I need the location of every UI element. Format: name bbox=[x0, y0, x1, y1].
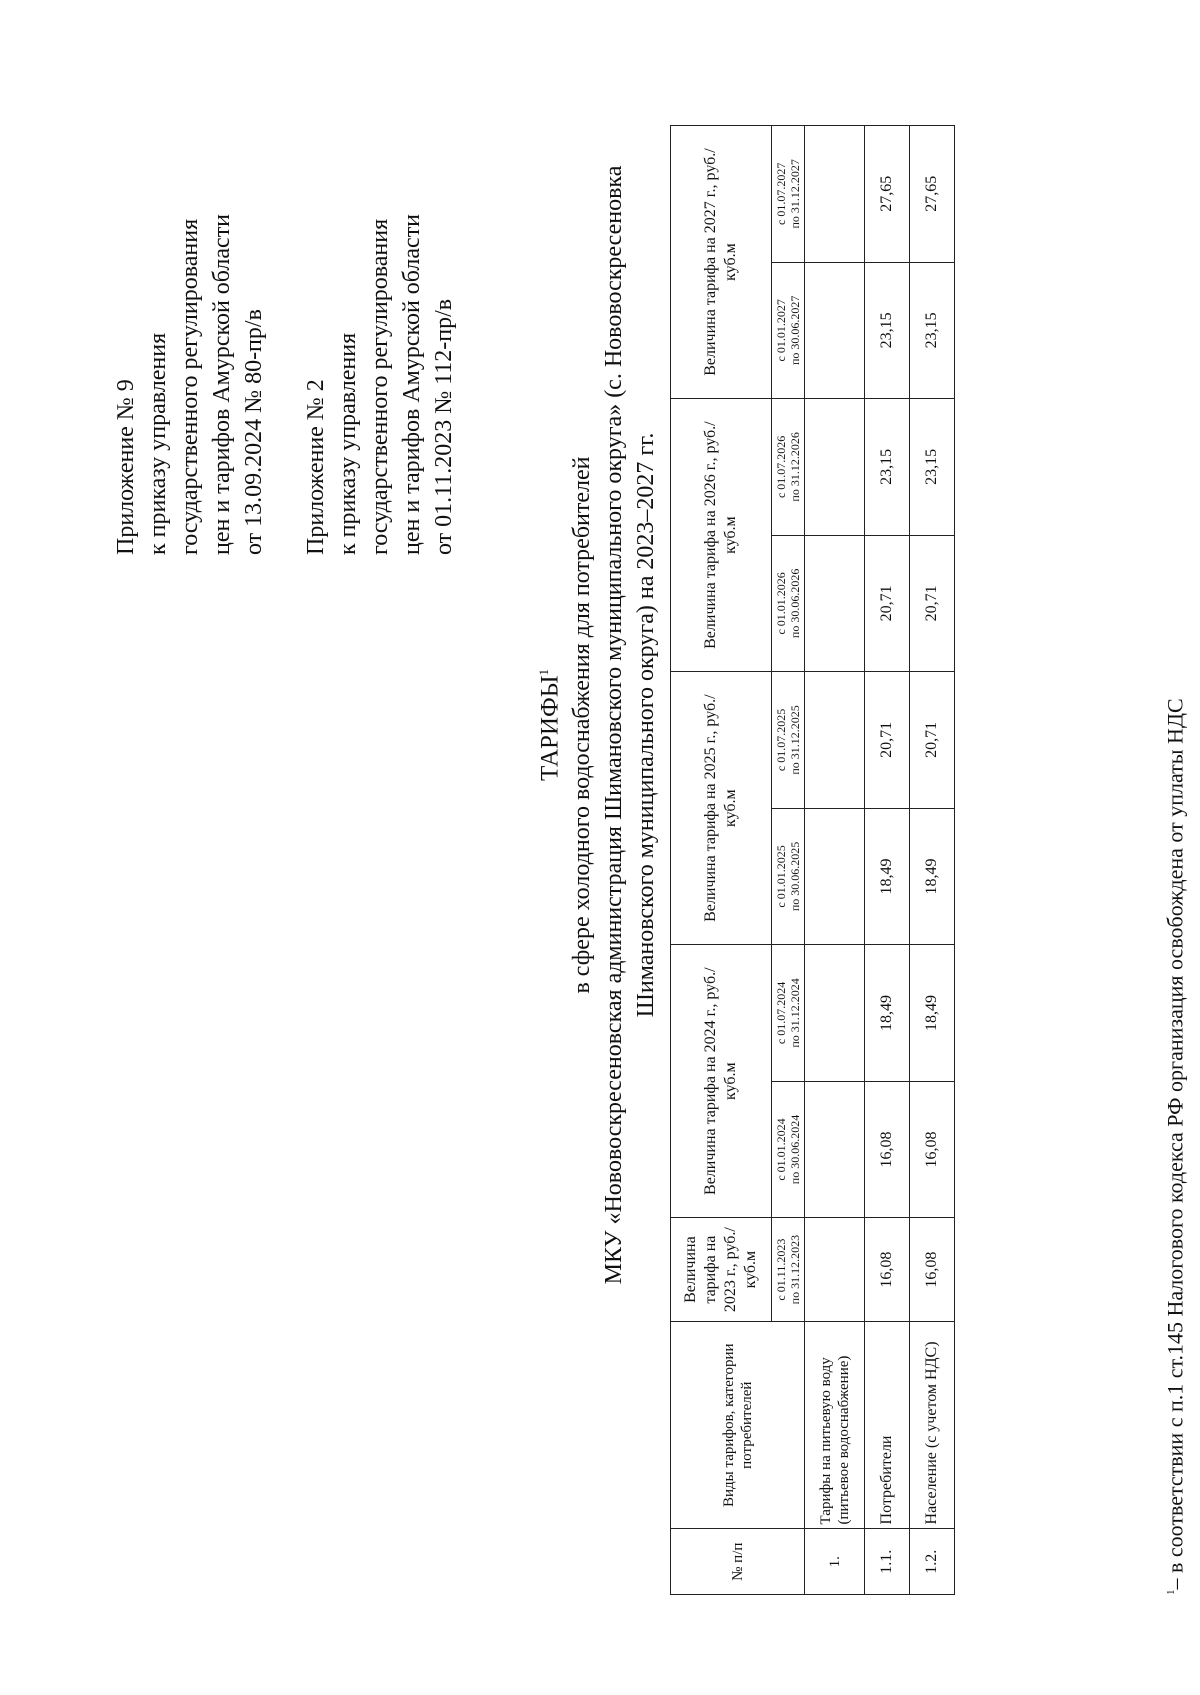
appendix-line: государственного регулирования bbox=[367, 218, 393, 555]
table-cell bbox=[805, 808, 865, 945]
tariff-value: 16,08 bbox=[865, 1081, 910, 1218]
column-header-category: Виды тарифов, категории потребителей bbox=[671, 1321, 805, 1529]
row-label: Потребители bbox=[865, 1321, 910, 1529]
appendix-line: Приложение № 9 bbox=[113, 379, 139, 555]
tariff-value: 20,71 bbox=[865, 672, 910, 809]
tariff-value: 20,71 bbox=[910, 672, 955, 809]
table-cell bbox=[805, 672, 865, 809]
period-header: с 01.07.2027 по 31.12.2027 bbox=[772, 126, 805, 263]
table-cell bbox=[805, 1081, 865, 1218]
tariff-value: 16,08 bbox=[910, 1081, 955, 1218]
footnote-marker: 1 bbox=[1165, 1589, 1177, 1595]
tariff-value: 23,15 bbox=[865, 262, 910, 399]
tariff-value: 18,49 bbox=[910, 808, 955, 945]
appendix-line: цен и тарифов Амурской области bbox=[209, 213, 235, 555]
appendix-line: от 13.09.2024 № 80-пр/в bbox=[241, 309, 267, 555]
column-header-year-2027: Величина тарифа на 2027 г., руб./куб.м bbox=[671, 126, 772, 399]
table-row bbox=[910, 126, 955, 1595]
tariff-value: 20,71 bbox=[865, 535, 910, 672]
table-cell bbox=[805, 262, 865, 399]
tariff-value: 23,15 bbox=[910, 262, 955, 399]
tariff-value: 18,49 bbox=[865, 945, 910, 1082]
tariff-value: 16,08 bbox=[865, 1218, 910, 1322]
period-header: с 01.01.2025 по 30.06.2025 bbox=[772, 808, 805, 945]
tariff-value: 23,15 bbox=[865, 399, 910, 536]
table-section-row bbox=[805, 126, 865, 1595]
table-cell bbox=[805, 399, 865, 536]
title-subtitle-line: в сфере холодного водоснабжения для потребителей bbox=[569, 456, 596, 994]
tariff-value: 27,65 bbox=[910, 126, 955, 263]
table-cell bbox=[805, 1218, 865, 1322]
footnote-marker: 1 bbox=[536, 668, 551, 676]
row-number: 1. bbox=[805, 1529, 865, 1595]
table-row bbox=[865, 126, 910, 1595]
tariff-value: 16,08 bbox=[910, 1218, 955, 1322]
period-header: с 01.01.2024 по 30.06.2024 bbox=[772, 1081, 805, 1218]
column-header-year-2023: Величина тарифа на 2023 г., руб./куб.м bbox=[671, 1218, 772, 1322]
tariff-value: 23,15 bbox=[910, 399, 955, 536]
title-subtitle-line: Шимановского муниципального округа) на 2023–2027 гг. bbox=[633, 432, 660, 1018]
appendix-previous-header bbox=[300, 0, 460, 555]
appendix-line: к приказу управления bbox=[145, 332, 171, 555]
table-cell bbox=[805, 535, 865, 672]
tariff-value: 18,49 bbox=[865, 808, 910, 945]
document-title: ТАРИФЫ$^1$ bbox=[536, 668, 564, 782]
appendix-line: Приложение № 2 bbox=[303, 379, 329, 555]
appendix-current-header bbox=[110, 0, 270, 555]
row-number: 1.1. bbox=[865, 1529, 910, 1595]
appendix-line: цен и тарифов Амурской области bbox=[399, 213, 425, 555]
column-header-year-2024: Величина тарифа на 2024 г., руб./куб.м bbox=[671, 945, 772, 1218]
footnote bbox=[1158, 698, 1188, 1595]
document-title-block bbox=[528, 0, 662, 1485]
row-label: Тарифы на питьевую воду (питьевое водоснабжение) bbox=[805, 1321, 865, 1529]
period-header: с 01.07.2025 по 31.12.2025 bbox=[772, 672, 805, 809]
period-header: с 01.11.2023 по 31.12.2023 bbox=[772, 1218, 805, 1322]
footnote-text: – в соответствии с п.1 ст.145 Налогового кодекса РФ организация освобождена от уплаты НДС bbox=[1162, 698, 1188, 1590]
period-header: с 01.07.2024 по 31.12.2024 bbox=[772, 945, 805, 1082]
tariffs-table bbox=[670, 125, 955, 1595]
tariff-value: 27,65 bbox=[865, 126, 910, 263]
appendix-line: к приказу управления bbox=[335, 332, 361, 555]
tariff-value: 18,49 bbox=[910, 945, 955, 1082]
column-header-year-2026: Величина тарифа на 2026 г., руб./куб.м bbox=[671, 399, 772, 672]
table-header-row bbox=[671, 126, 772, 1595]
appendix-line: от 01.11.2023 № 112-пр/в bbox=[431, 298, 457, 555]
period-header: с 01.01.2027 по 30.06.2027 bbox=[772, 262, 805, 399]
table-cell bbox=[805, 945, 865, 1082]
tariff-value: 20,71 bbox=[910, 535, 955, 672]
row-number: 1.2. bbox=[910, 1529, 955, 1595]
title-subtitle-line: МКУ «Нововоскресеновская администрация Шимановского муниципального округа» (с. Нововоскресеновка bbox=[601, 165, 628, 1285]
period-header: с 01.07.2026 по 31.12.2026 bbox=[772, 399, 805, 536]
table-cell bbox=[805, 126, 865, 263]
period-header: с 01.01.2026 по 30.06.2026 bbox=[772, 535, 805, 672]
column-header-number: № п/п bbox=[671, 1529, 805, 1595]
row-label: Население (с учетом НДС) bbox=[910, 1321, 955, 1529]
appendix-line: государственного регулирования bbox=[177, 218, 203, 555]
column-header-year-2025: Величина тарифа на 2025 г., руб./куб.м bbox=[671, 672, 772, 945]
